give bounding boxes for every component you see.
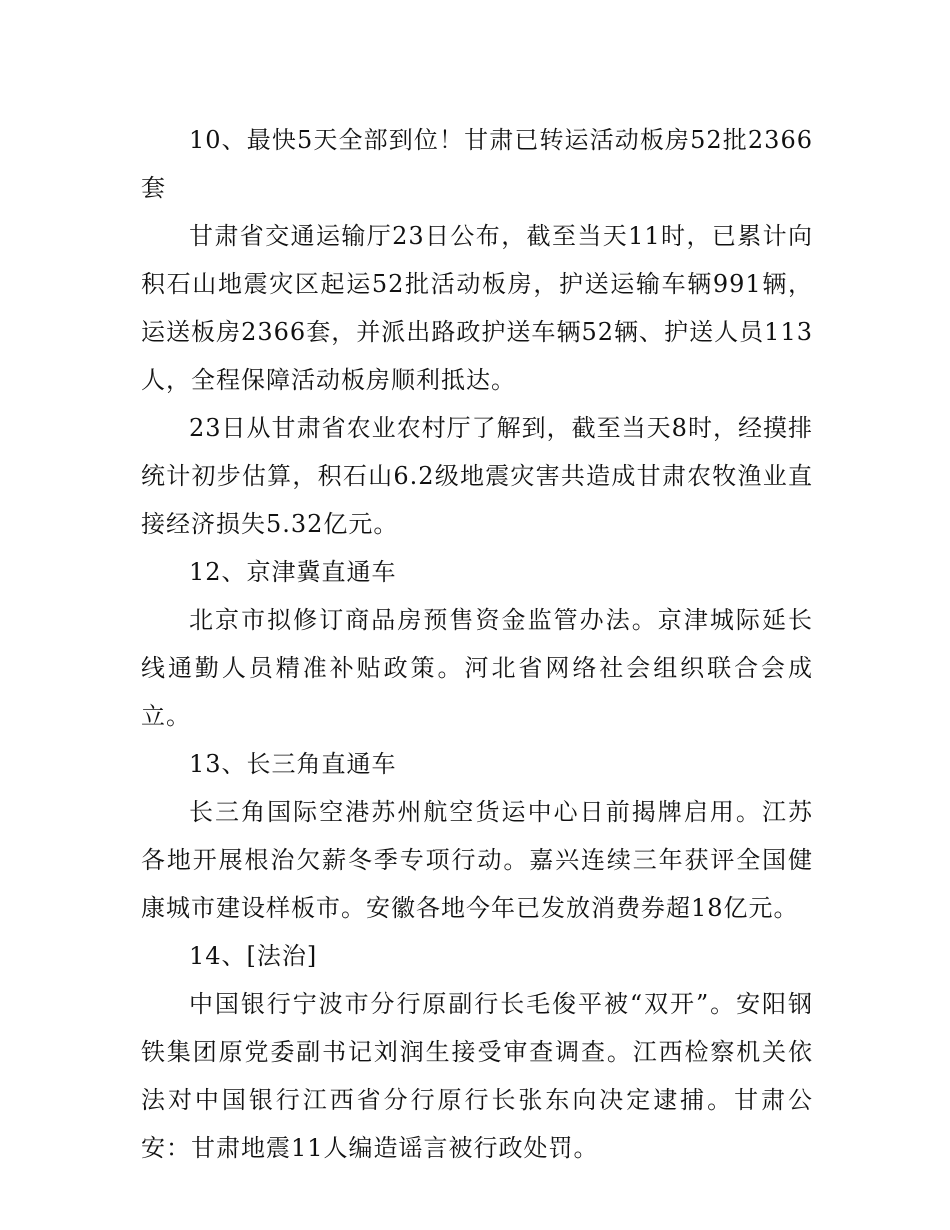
item-14-heading: 14、[法治] [189, 942, 318, 970]
item-13-heading: 13、长三角直通车 [189, 750, 397, 778]
item-12-heading: 12、京津冀直通车 [189, 558, 397, 586]
body-paragraph: 北京市拟修订商品房预售资金监管办法。京津城际延长线通勤人员精准补贴政策。河北省网络社会组织联合会成立。 [141, 606, 813, 730]
body-paragraph: 23日从甘肃省农业农村厅了解到，截至当天8时，经摸排统计初步估算，积石山6.2级地震灾害共造成甘肃农牧渔业直接经济损失5.32亿元。 [141, 414, 813, 538]
document-body [141, 116, 813, 1172]
body-paragraph: 甘肃省交通运输厅23日公布，截至当天11时，已累计向积石山地震灾区起运52批活动板房，护送运输车辆991辆，运送板房2366套，并派出路政护送车辆52辆、护送人员113人，全程保障活动板房顺利抵达。 [141, 222, 813, 394]
body-paragraph: 长三角国际空港苏州航空货运中心日前揭牌启用。江苏各地开展根治欠薪冬季专项行动。嘉兴连续三年获评全国健康城市建设样板市。安徽各地今年已发放消费券超18亿元。 [141, 798, 813, 922]
item-10-heading: 10、最快5天全部到位！甘肃已转运活动板房52批2366套 [141, 126, 813, 202]
body-paragraph: 中国银行宁波市分行原副行长毛俊平被“双开”。安阳钢铁集团原党委副书记刘润生接受审查调查。江西检察机关依法对中国银行江西省分行原行长张东向决定逮捕。甘肃公安：甘肃地震11人编造谣言被行政处罚。 [141, 990, 813, 1162]
